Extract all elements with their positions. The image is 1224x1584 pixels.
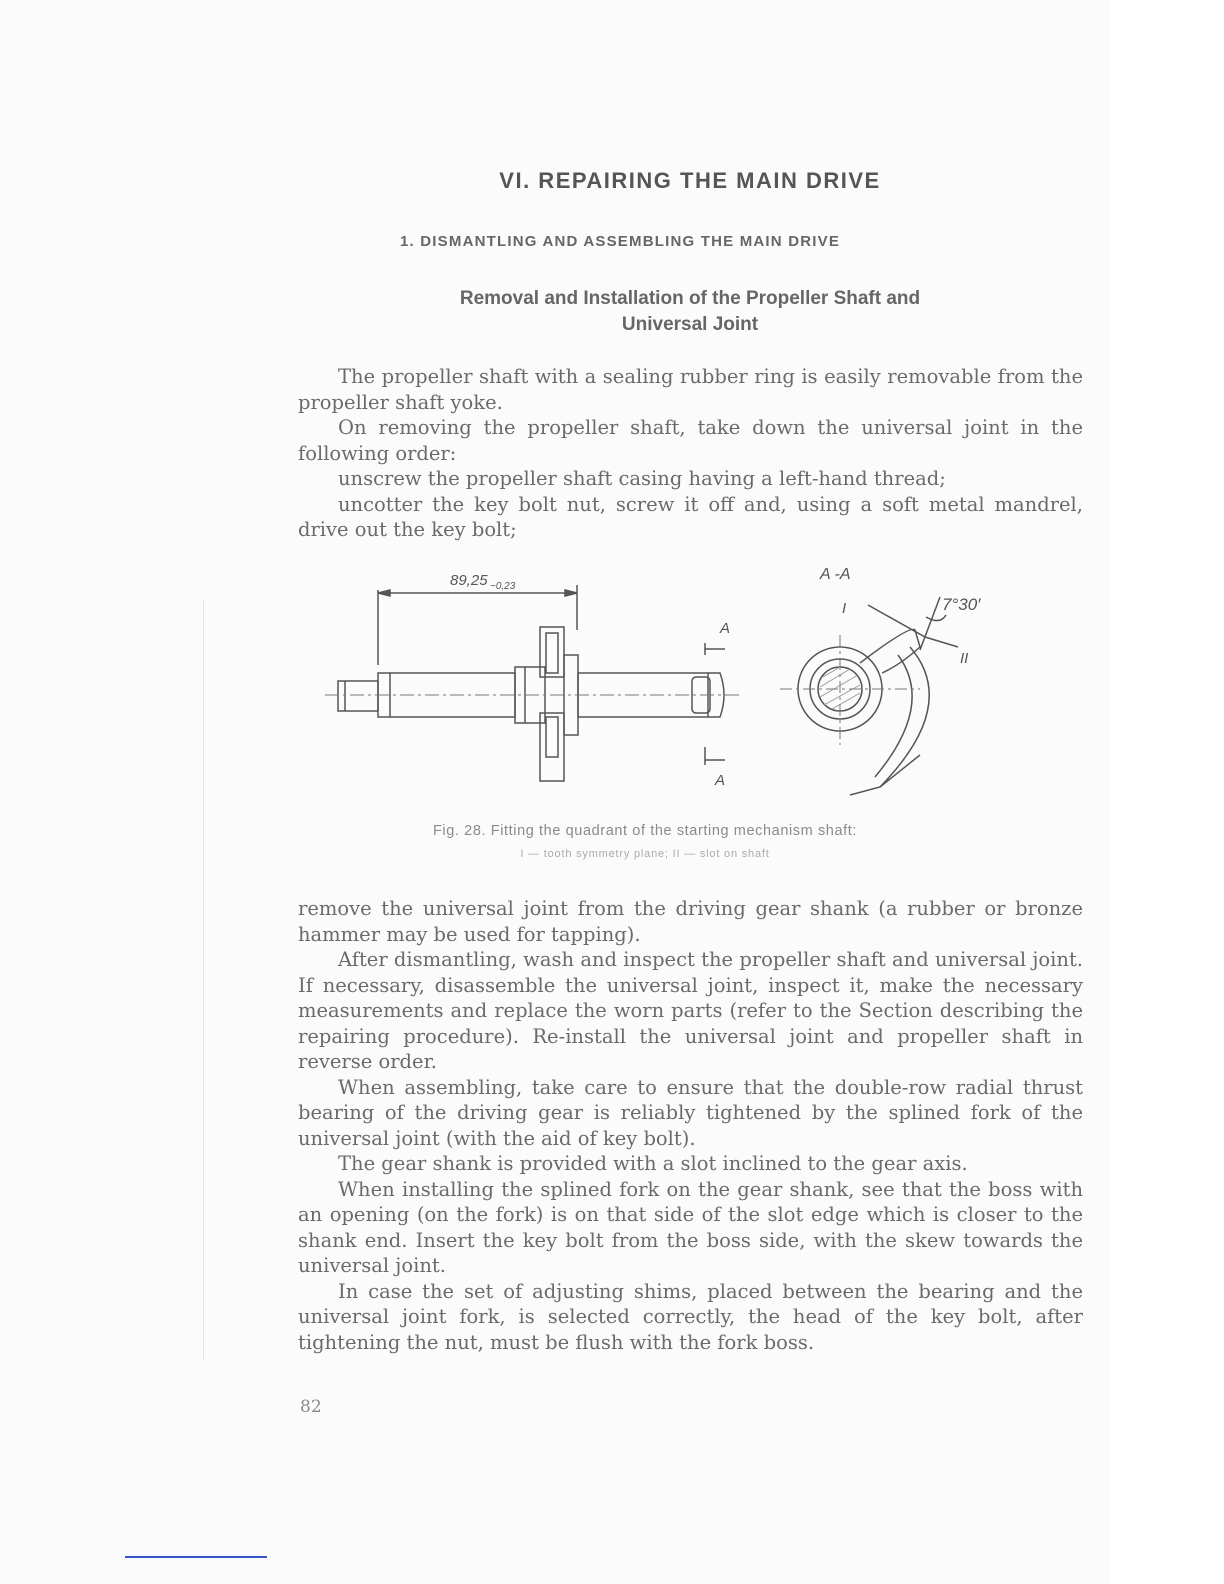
shaft-drawing <box>320 555 1020 810</box>
page-number: 82 <box>300 1397 322 1417</box>
figure-caption: Fig. 28. Fitting the quadrant of the starting mechanism shaft: <box>432 823 858 839</box>
quadrant-lower-slot <box>546 717 558 757</box>
angle-arc <box>926 615 946 621</box>
shaft-end-stub <box>338 681 378 711</box>
section-mark-top: A <box>720 620 731 637</box>
quadrant-arc-inner <box>875 655 912 777</box>
paragraph: When installing the splined fork on the gear shank, see that the boss with an opening (on the fork) is on that side of the slot edge which is closer to the shank end. Insert the key bolt from the boss side, with the skew towards the universal joint. <box>298 1177 1083 1277</box>
quadrant-tooth <box>860 629 920 673</box>
quadrant-upper-flange <box>540 627 564 677</box>
scan-margin-line <box>203 600 204 1360</box>
paragraph: The propeller shaft with a sealing rubber ring is easily removable from the propeller shaft yoke. <box>298 365 1083 414</box>
chapter-title: VI. REPAIRING THE MAIN DRIVE <box>499 168 881 193</box>
paragraph: unscrew the propeller shaft casing having a left-hand thread; <box>338 467 946 490</box>
dimension-label: 89,25 <box>450 572 488 589</box>
paragraph: After dismantling, wash and inspect the propeller shaft and universal joint. If necessary, disassemble the universal joint, inspect it, make the necessary measurements and replace the worn parts (refer to the Section describing the repairing procedure). Re-install the universal joint and propeller shaft in reverse order. <box>298 948 1083 1073</box>
marker-I: I <box>842 600 847 617</box>
text-block-after-figure <box>298 896 1083 1355</box>
subsection-title <box>300 286 1080 338</box>
dimension-tolerance: −0,23 <box>490 581 516 592</box>
dimension-arrow-left <box>378 590 390 596</box>
paragraph: In case the set of adjusting shims, placed between the bearing and the universal joint fork, is selected correctly, the head of the key bolt, after tightening the nut, must be flush with the fork boss. <box>298 1279 1083 1354</box>
marker-II: II <box>960 650 969 667</box>
slot-reference-line <box>925 637 958 647</box>
paragraph: When assembling, take care to ensure that the double-row radial thrust bearing of the driving gear is reliably tightened by the splined fork of the universal joint (with the aid of key bolt). <box>298 1075 1083 1150</box>
paragraph: remove the universal joint from the driving gear shank (a rubber or bronze hammer may be used for tapping). <box>298 897 1083 946</box>
paragraph: The gear shank is provided with a slot inclined to the gear axis. <box>338 1152 968 1175</box>
subsection-title-line-1: Removal and Installation of the Propeller Shaft and <box>459 288 921 309</box>
paragraph: On removing the propeller shaft, take down the universal joint in the following order: <box>298 416 1083 465</box>
figure-caption-legend: I — tooth symmetry plane; II — slot on shaft <box>520 848 770 860</box>
section-mark-bottom: A <box>715 772 726 789</box>
paragraph: uncotter the key bolt nut, screw it off and, using a soft metal mandrel, drive out the key bolt; <box>298 492 1083 541</box>
figure-28 <box>320 555 1020 810</box>
footer-link-underline[interactable] <box>125 1556 267 1558</box>
angle-line <box>920 597 940 650</box>
section-view-label: A -A <box>820 566 851 583</box>
dimension-arrow-right <box>565 590 577 596</box>
text-block-before-figure <box>298 364 1083 543</box>
angle-label: 7°30′ <box>942 595 981 614</box>
subsection-title-line-2: Universal Joint <box>621 314 759 335</box>
quadrant-arc-end <box>880 755 920 787</box>
section-title: 1. DISMANTLING AND ASSEMBLING THE MAIN DRIVE <box>400 233 841 250</box>
tooth-symmetry-line <box>868 605 925 637</box>
quadrant-upper-slot <box>546 633 558 673</box>
